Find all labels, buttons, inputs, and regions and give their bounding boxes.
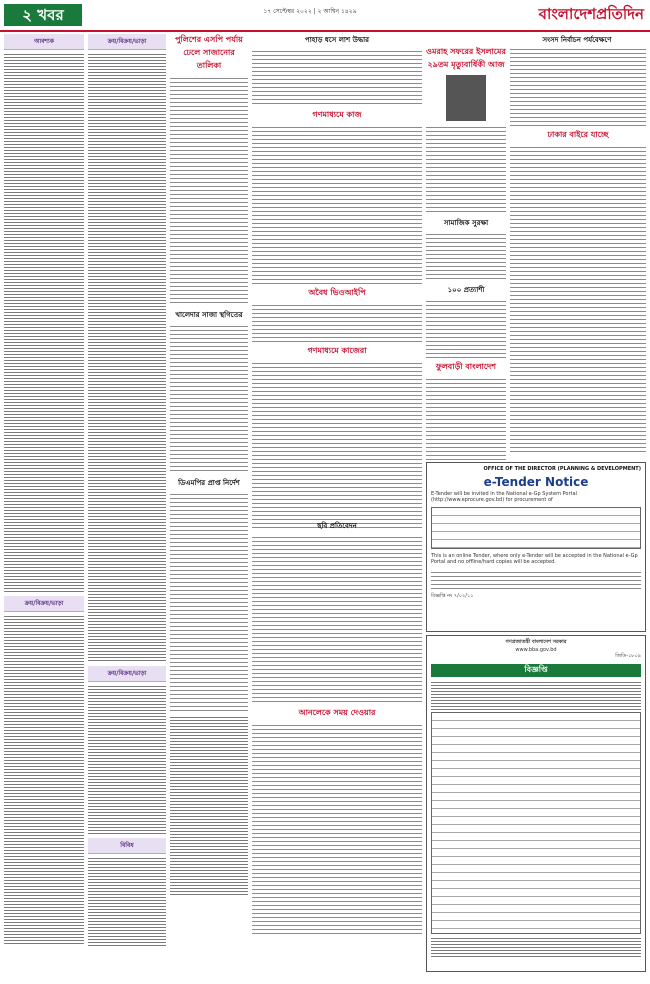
classified-text bbox=[4, 52, 84, 592]
tender-title: e-Tender Notice bbox=[483, 475, 589, 489]
headline: ছবি প্রতিবেদন bbox=[317, 522, 357, 530]
column-heading: ক্রয়/বিক্রয়/ভাড়া bbox=[4, 596, 84, 612]
notice-text bbox=[431, 936, 641, 958]
classified-text bbox=[4, 614, 84, 944]
headline: ওমরাহ সফরের ইসলামের ২৯তম মৃত্যুবার্ষিকী আজ bbox=[426, 47, 506, 69]
classified-text bbox=[88, 856, 166, 946]
page-number: ২ খবর bbox=[4, 4, 82, 26]
notice-ref: জিডি-১৮০৯ bbox=[615, 653, 641, 659]
headline: গণমাধ্যমে কাজেরা bbox=[307, 346, 367, 355]
classified-text bbox=[88, 684, 166, 834]
news-right bbox=[426, 34, 646, 459]
article-text bbox=[426, 231, 506, 281]
headline: আনলেকে সময় দেওয়ার bbox=[298, 708, 376, 717]
article-text bbox=[252, 534, 422, 704]
headline: ডিএমপির প্রাপ্ত নির্দেশ bbox=[178, 479, 240, 487]
tender-intro: E-Tender will be invited in the National e-Gp System Portal (http://www.eprocure.gov.bd) for procurement of bbox=[431, 491, 577, 503]
headline: সামাজিক সুরক্ষা bbox=[443, 219, 489, 227]
article-text bbox=[170, 491, 248, 711]
headline: অবৈধ ভিওআইপি bbox=[308, 288, 366, 297]
article-text bbox=[426, 298, 506, 358]
headline: পাহাড় ধসে লাশ উদ্ধার bbox=[304, 36, 369, 44]
tender-footer: This is an online Tender, where only e-Tender will be accepted in the National e-Gp Portal and no offline/hard copies will be accepted. bbox=[431, 553, 638, 565]
e-tender-notice bbox=[426, 462, 646, 632]
classified-text bbox=[88, 52, 166, 662]
government-notice bbox=[426, 635, 646, 972]
website: www.bba.gov.bd bbox=[515, 647, 557, 653]
news-center bbox=[252, 34, 422, 514]
tender-text bbox=[431, 569, 641, 589]
article-text bbox=[426, 124, 506, 214]
tender-ref: বিজ্ঞপ্তি নং ৭/০২/১১ bbox=[431, 593, 474, 599]
headline: ঢাকার বাইরে যাচ্ছে bbox=[547, 130, 609, 139]
article-text bbox=[170, 75, 248, 305]
column-heading: ক্রয়/বিক্রয়/ভাড়া bbox=[88, 666, 166, 682]
portrait-photo bbox=[446, 75, 486, 121]
column-heading: বিবিধ bbox=[88, 838, 166, 854]
article-text bbox=[170, 323, 248, 473]
dateline: ১৭ সেপ্টেম্বর ২০২২ | ২ আশ্বিন ১৪২৯ bbox=[263, 8, 357, 15]
article-text bbox=[252, 722, 422, 937]
article-text bbox=[426, 376, 506, 476]
notice-text bbox=[431, 680, 641, 710]
org-name: OFFICE OF THE DIRECTOR (PLANNING & DEVELOPMENT) bbox=[483, 466, 641, 472]
notice-band: বিজ্ঞপ্তি bbox=[431, 664, 641, 677]
notice-table bbox=[431, 712, 641, 934]
headline: খালেদার সাজা স্থগিতের bbox=[175, 311, 243, 319]
column-heading: আবশ্যক bbox=[4, 34, 84, 50]
headline: ফুলবাড়ী বাংলাদেশ bbox=[435, 362, 496, 371]
headline: ১০০ প্রত্যাশী bbox=[447, 286, 485, 294]
article-text bbox=[252, 48, 422, 106]
article-text bbox=[252, 302, 422, 342]
column-heading: ক্রয়/বিক্রয়/ভাড়া bbox=[88, 34, 166, 50]
headline: সংসদ নির্বাচন পর্যবেক্ষণে bbox=[542, 36, 612, 44]
news-column-left bbox=[170, 34, 248, 924]
tender-table bbox=[431, 507, 641, 549]
article-text bbox=[510, 144, 646, 454]
article-text bbox=[252, 360, 422, 530]
classified-column-1 bbox=[4, 34, 84, 924]
headline: গণমাধ্যমে কাজ bbox=[312, 110, 362, 119]
classified-column-2 bbox=[88, 34, 166, 924]
article-text bbox=[252, 124, 422, 284]
headline: পুলিশের এসপি পর্যায় ঢেলে সাজানোর তালিকা bbox=[175, 35, 243, 70]
classified-text bbox=[170, 715, 248, 895]
article-text bbox=[510, 46, 646, 126]
newspaper-logo: বাংলাদেশপ্রতিদিন bbox=[538, 5, 644, 23]
news-center-lower bbox=[252, 520, 422, 925]
authority: গণপ্রজাতন্ত্রী বাংলাদেশ সরকার bbox=[505, 639, 567, 645]
